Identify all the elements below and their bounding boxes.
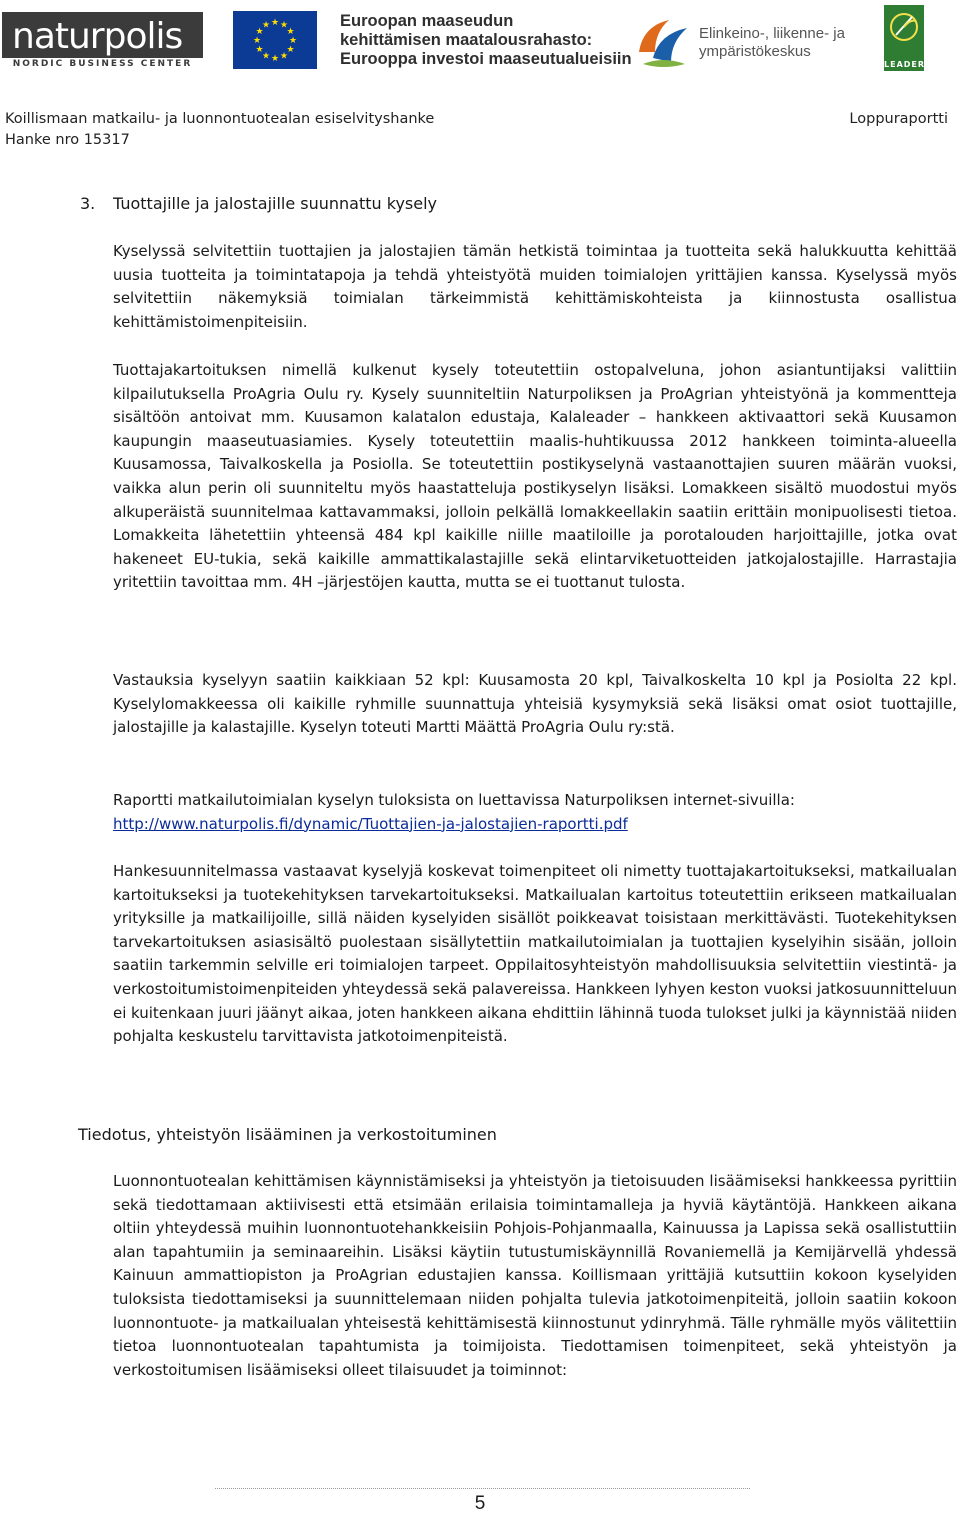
header-project-title: Koillismaan matkailu- ja luonnontuotealan esiselvityshanke bbox=[5, 111, 435, 127]
leader-logo bbox=[884, 5, 924, 71]
ely-line-2: ympäristökeskus bbox=[699, 43, 811, 60]
svg-text:★: ★ bbox=[261, 20, 271, 31]
section-heading bbox=[80, 193, 437, 215]
ely-keskus-logo bbox=[633, 12, 863, 72]
svg-text:★: ★ bbox=[252, 36, 262, 46]
section-title: Tuottajille ja jalostajille suunnattu kysely bbox=[113, 194, 438, 213]
page-number: 5 bbox=[474, 1493, 486, 1514]
paragraph-1: Kyselyssä selvitettiin tuottajien ja jalostajien tämän hetkistä toimintaa ja tuotteita sekä halukkuutta kehittää uusia tuotteita ja toimintatapoja ja tehdä yhteistyötä muiden toimialojen yrittäjien kanssa. Kyselyssä myös selvitettiin näkemyksiä toimialan tärkeimmistä kehittämiskohteista ja kiinnostusta osallistua kehittämistoimenpiteisiin. bbox=[113, 242, 957, 331]
naturpolis-wordmark: naturpolis bbox=[12, 16, 183, 57]
ely-emblem-icon bbox=[633, 12, 693, 72]
svg-text:★: ★ bbox=[255, 27, 264, 37]
eu-flag-icon bbox=[233, 11, 317, 69]
ely-keskus-text bbox=[699, 25, 845, 61]
naturpolis-subtitle: NORDIC BUSINESS CENTER bbox=[2, 58, 203, 70]
report-pdf-link[interactable]: http://www.naturpolis.fi/dynamic/Tuottajien-ja-jalostajien-raportti.pdf bbox=[113, 814, 628, 833]
svg-text:★: ★ bbox=[279, 51, 289, 62]
maaseutu-line-1: Euroopan maaseudun bbox=[340, 12, 514, 30]
header-project-number: Hanke nro 15317 bbox=[5, 132, 130, 148]
maaseutu-line-2: kehittämisen maatalousrahasto: bbox=[340, 31, 593, 49]
report-link-intro: Raportti matkailutoimialan kyselyn tuloksista on luettavissa Naturpoliksen internet-sivuilla: bbox=[113, 791, 795, 809]
subsection-paragraph: Luonnontuotealan kehittämisen käynnistämiseksi ja yhteistyön ja tietoisuuden lisäämiseksi hankkeessa pyrittiin sekä tiedottamaan aktiivisesti että etsimään erilaisia toimintamalleja ja hyviä käytäntöjä. Hankkeen aikana oltiin yhteydessä muihin luonnontuotehankkeisiin Pohjois-Pohjanmaalla, Kainuussa ja Lapissa sekä osallistuttiin alan tapahtumiin ja seminaareihin. Lisäksi käytiin tutustumiskäynnillä Rovaniemellä ja Kemijärvellä yhdessä Kainuun ammattiopiston ja ProAgrian edustajien kanssa. Koillismaan yrittäjiä kutsuttiin kokoon kyselyiden tuloksista tiedottamiseksi ja suunnittelemaan niiden pohjalta tulevia jatkotoimenpiteitä, jolloin saatiin kokoon luonnontuote- ja matkailualan yhteisestä kehittämisestä kiinnostunut ydinryhmä. Tälle ryhmälle myös välitettiin tietoa luonnontuotealan tapahtumista ja toimijoista. Tiedottamisen toimenpiteet, sekä yhteistyön ja verkostoitumisen lisäämiseksi olleet tilaisuudet ja toiminnot: bbox=[113, 1172, 957, 1379]
logo-strip bbox=[0, 0, 960, 100]
naturpolis-logo bbox=[2, 12, 203, 70]
header-report-type: Loppuraportti bbox=[849, 111, 948, 127]
svg-text:★: ★ bbox=[270, 54, 280, 64]
svg-text:★: ★ bbox=[286, 27, 295, 37]
paragraph-2: Tuottajakartoituksen nimellä kulkenut kysely toteutettiin ostopalveluna, johon asiantuntijaksi valittiin kilpailutuksella ProAgria Oulu ry. Kysely suunniteltiin Naturpoliksen ja ProAgrian yhteistyönä ja kommentteja sisältöön antoivat mm. Kuusamon kalatalon edustaja, Kalaleader – hankkeen aktivaattori sekä Kuusamon kaupungin maaseutuasiamies. Kysely toteutettiin maalis-huhtikuussa 2012 hankkeen toiminta-alueella Kuusamossa, Taivalkoskella ja Posiolla. Se toteutettiin postikyselynä vastaanottajien suuren määrän vuoksi, vaikka alun perin oli suunniteltu myös haastatteluja postikyselyn lisäksi. Lomakkeen sisältö muodostui myös alkuperäistä suunnitelmaa kattavammaksi, jolloin pelkällä lomakkeellakin saatiin erittäin monipuolisesti tietoa. Lomakkeita lähetettiin yhteensä 484 kpl kaikille niille maatiloille ja porotalouden harjoittajille, jotka ovat hakeneet EU-tukia, sekä kaikille ammattikalastajille sekä elintarviketuotteiden jatkojalostajille. Harrastajia yritettiin tavoittaa mm. 4H –järjestöjen kautta, mutta se ei tuottanut tulosta. bbox=[113, 361, 957, 592]
svg-text:★: ★ bbox=[270, 18, 280, 28]
report-link-paragraph bbox=[113, 789, 957, 836]
footer-divider bbox=[215, 1488, 750, 1489]
section-number: 3. bbox=[80, 194, 96, 213]
svg-text:★: ★ bbox=[261, 51, 271, 62]
ely-line-1: Elinkeino-, liikenne- ja bbox=[699, 25, 845, 42]
svg-text:★: ★ bbox=[255, 45, 264, 55]
maaseutu-line-3: Eurooppa investoi maaseutualueisiin bbox=[340, 50, 632, 68]
eu-stars-icon bbox=[233, 11, 317, 69]
paragraph-3: Vastauksia kyselyyn saatiin kaikkiaan 52 kpl: Kuusamosta 20 kpl, Taivalkoskelta 10 kpl ja Posiolta 22 kpl. Kyselylomakkeessa oli kaikille ryhmille suunnattuja yhteisiä kysymyksiä sekä lisäksi omat osiot tuottajille, jalostajille ja kalastajille. Kyselyn toteuti Martti Määttä ProAgria Oulu ry:stä. bbox=[113, 671, 957, 737]
leader-text: LEADER bbox=[884, 60, 926, 69]
maaseutu-rahasto-logo bbox=[340, 12, 640, 70]
svg-text:★: ★ bbox=[288, 36, 298, 46]
leader-emblem-icon bbox=[884, 5, 924, 53]
svg-text:★: ★ bbox=[279, 20, 289, 31]
svg-text:★: ★ bbox=[286, 45, 295, 55]
subsection-heading: Tiedotus, yhteistyön lisääminen ja verkostoituminen bbox=[78, 1125, 497, 1144]
paragraph-4: Hankesuunnitelmassa vastaavat kyselyjä koskevat toimenpiteet oli nimetty tuottajakartoitukseksi, matkailualan kartoitukseksi ja tuotekehityksen tarvekartoitukseksi. Matkailualan kartoitus toteutettiin erikseen matkailualan yrityksille ja matkailijoille, sillä näiden kyselyiden sisällöt poikkeavat toisistaan merkittävästi. Tuotekehityksen tarvekartoituksen asiasisältö puolestaan sisällytettiin matkailutoimialan ja tuottajien kyselyihin sisään, jolloin saatiin tarkemmin selville eri toimialojen tarpeet. Oppilaitosyhteistyön mahdollisuuksia selvitettiin viestintä- ja verkostoitumistoimenpiteiden yhteydessä sekä palavereissa. Hankkeen lyhyen keston vuoksi jatkosuunnitteluun ei kuitenkaan juuri jäänyt aikaa, joten hankkeen aikana ehdittiin lähinnä tuoda tulokset julki ja käynnistää niiden pohjalta keskustelu tarvittavista jatkotoimenpiteistä. bbox=[113, 862, 957, 1046]
